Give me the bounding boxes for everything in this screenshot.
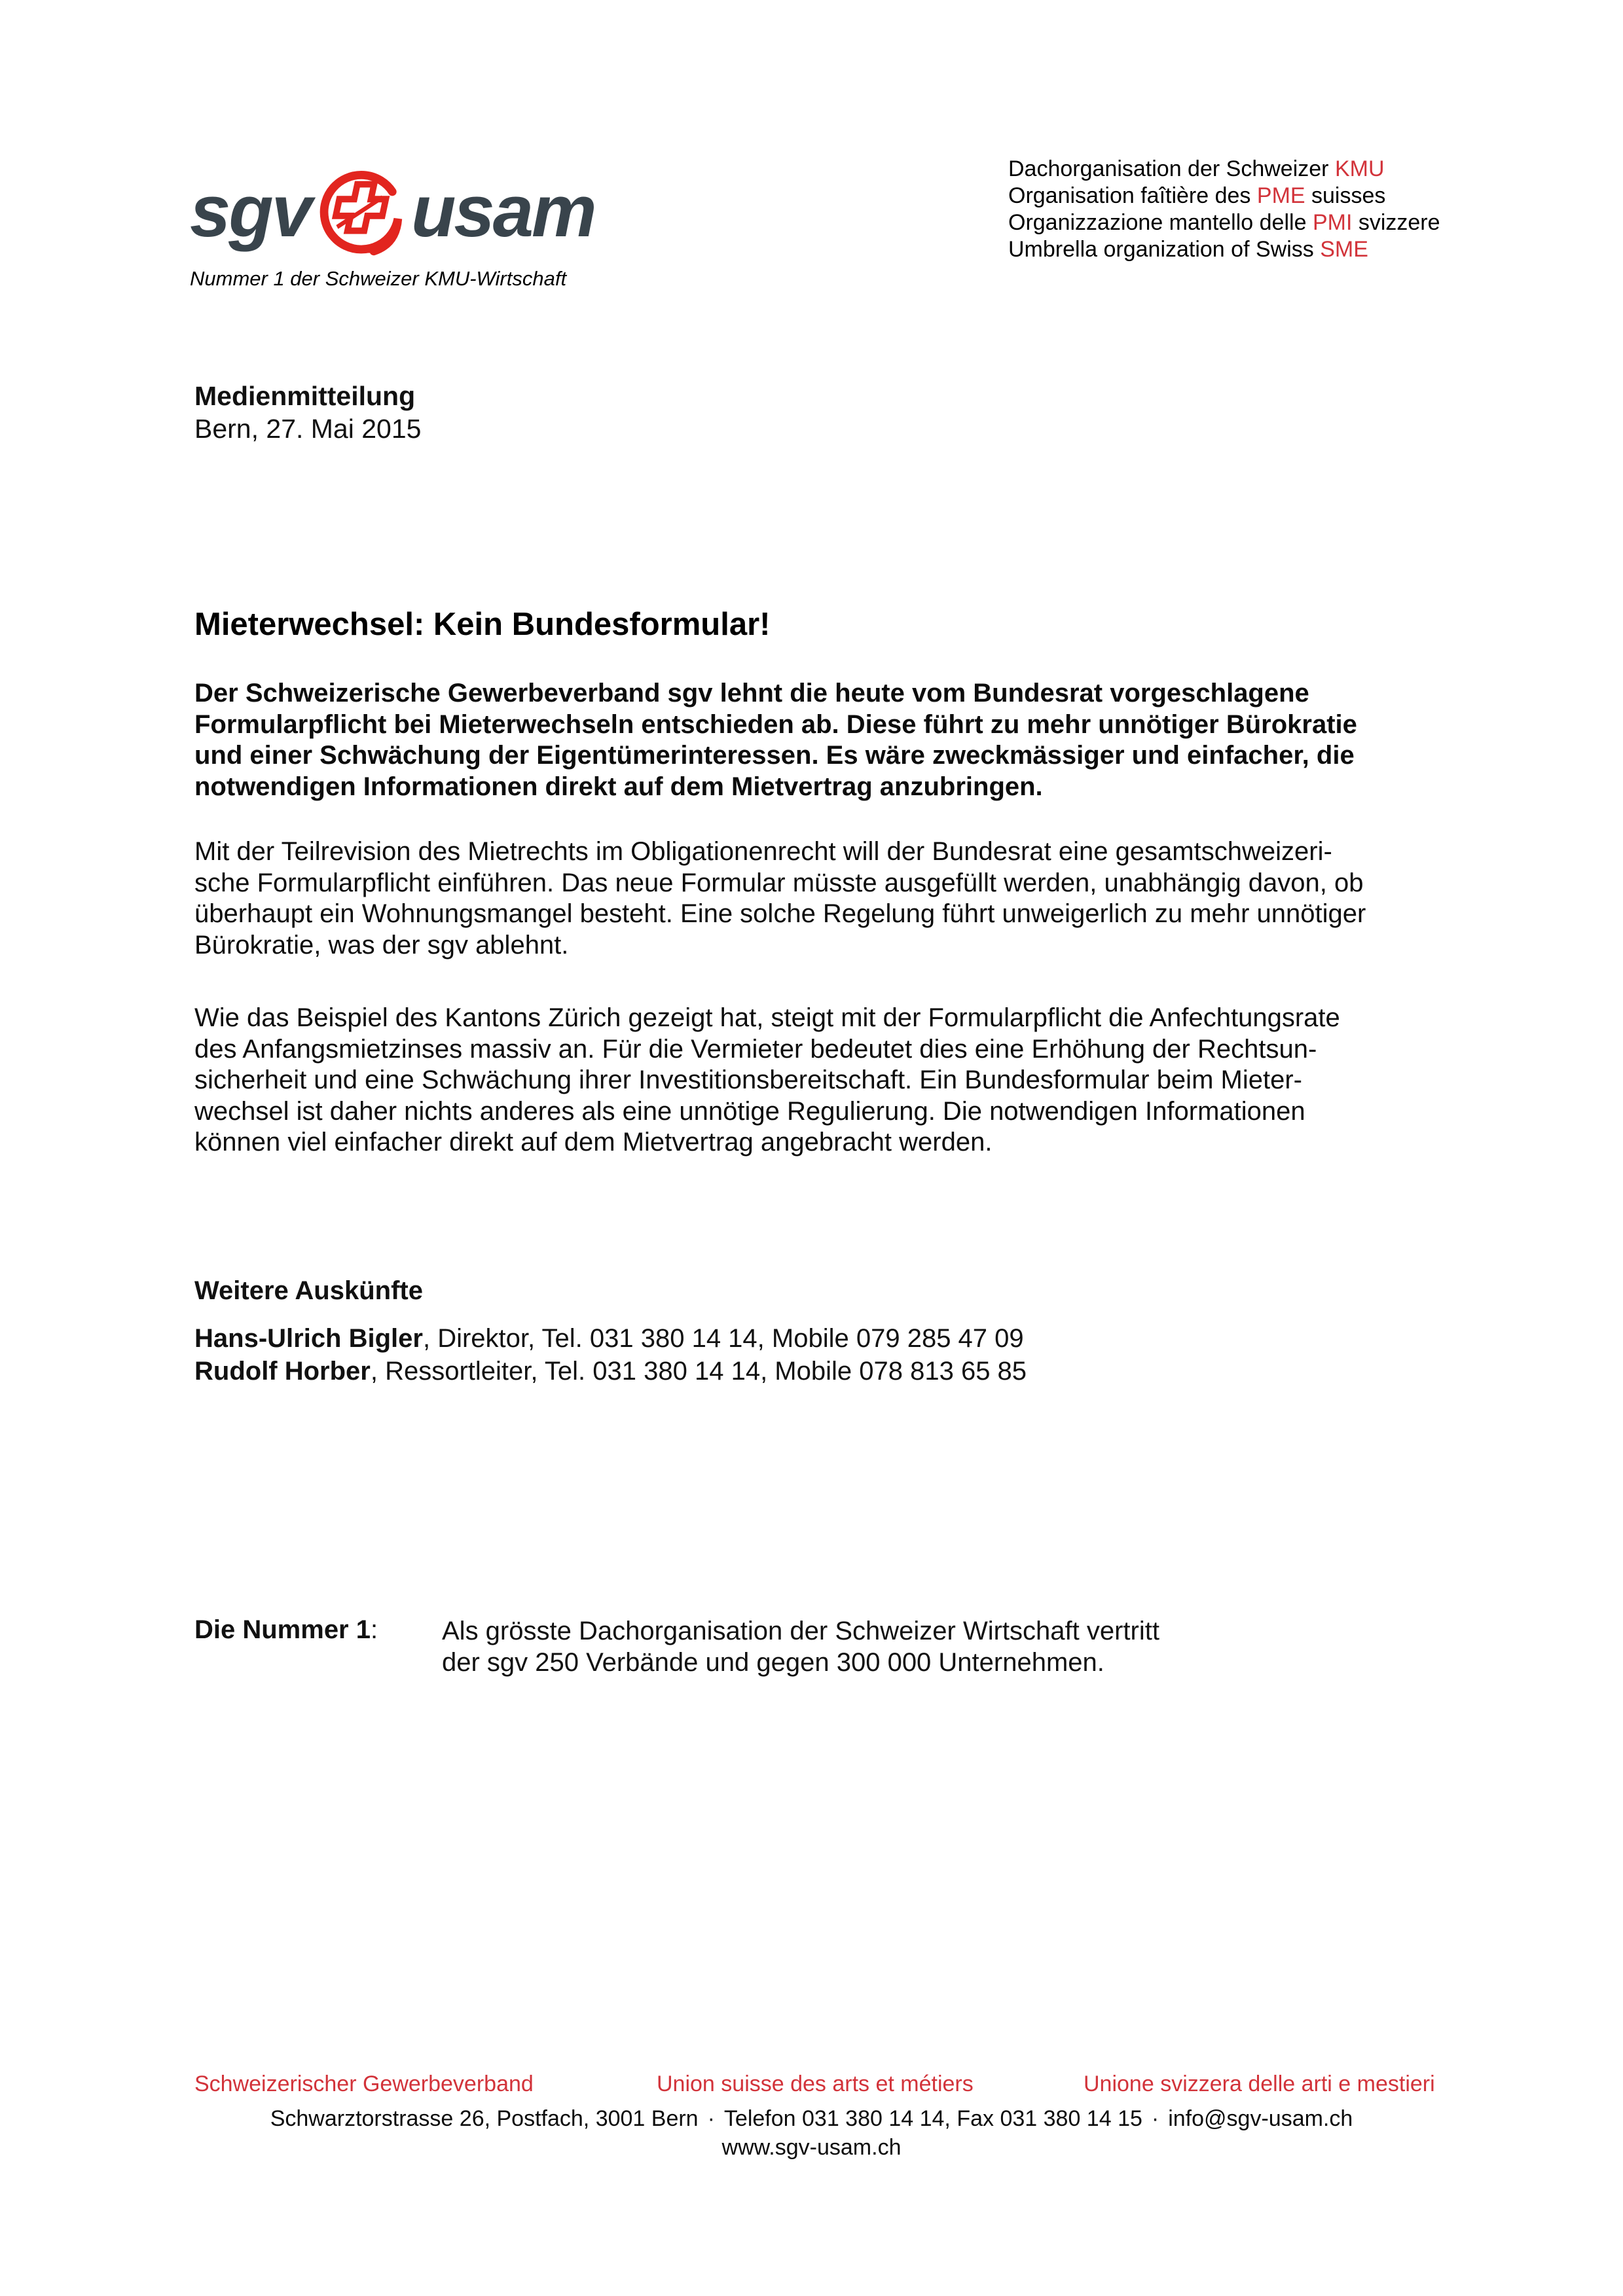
footer-separator-dot: · [707, 2106, 715, 2131]
numberone-label-bold: Die Nummer 1 [194, 1615, 371, 1644]
body-line: überhaupt ein Wohnungsmangel besteht. Eine solche Regelung führt unweigerlich zu mehr unnötiger [194, 899, 1366, 928]
body-line: des Anfangsmietzinses massiv an. Für die Vermieter bedeutet dies eine Erhöhung der Rechtsun- [194, 1034, 1317, 1064]
footer-org-fr: Union suisse des arts et métiers [657, 2072, 974, 2096]
document-type: Medienmitteilung [194, 381, 416, 411]
logo-text-usam: usam [411, 170, 595, 252]
body-line: Bürokratie, was der sgv ablehnt. [194, 930, 569, 960]
numberone-colon: : [370, 1615, 378, 1644]
footer-org-it: Unione svizzera delle arti e mestieri [1084, 2072, 1435, 2096]
body-line: Wie das Beispiel des Kantons Zürich gezeigt hat, steigt mit der Formularpflicht die Anfechtungsrate [194, 1003, 1340, 1032]
footer-separator-dot: · [1151, 2106, 1159, 2131]
body-line: sicherheit und eine Schwächung ihrer Investitionsbereitschaft. Ein Bundesformular beim Mieter- [194, 1066, 1302, 1094]
contact-name: Hans-Ulrich Bigler [194, 1324, 423, 1353]
body-line: wechsel ist daher nichts anderes als eine unnötige Regulierung. Die notwendigen Informationen [194, 1096, 1305, 1126]
org-line-fr-accent: PME [1256, 183, 1305, 208]
body-line: sche Formularpflicht einführen. Das neue Formular müsste ausgefüllt werden, unabhängig davon, ob [194, 868, 1364, 897]
org-line-en-accent: SME [1320, 237, 1368, 262]
numberone-line: der sgv 250 Verbände und gegen 300 000 Unternehmen. [442, 1648, 1104, 1677]
org-line-de-accent: KMU [1334, 156, 1385, 181]
lead-line: und einer Schwächung der Eigentümerinteressen. Es wäre zweckmässiger und einfacher, die [194, 741, 1355, 770]
lead-line: notwendigen Informationen direkt auf dem Mietvertrag anzubringen. [194, 772, 1043, 801]
footer-org-de: Schweizerischer Gewerbeverband [194, 2072, 534, 2096]
footer-website: www.sgv-usam.ch [721, 2135, 902, 2160]
org-line-en-text: Umbrella organization of Swiss [1008, 237, 1321, 262]
org-descriptions [1008, 156, 1440, 263]
body-line: Mit der Teilrevision des Mietrechts im Obligationenrecht will der Bundesrat eine gesamtschweizeri- [194, 837, 1332, 866]
footer-phone-fax: Telefon 031 380 14 14, Fax 031 380 14 15 [723, 2106, 1142, 2131]
org-line-de-text: Dachorganisation der Schweizer [1008, 156, 1335, 181]
numberone-line: Als grösste Dachorganisation der Schweizer Wirtschaft vertritt [442, 1617, 1159, 1645]
dateline: Bern, 27. Mai 2015 [194, 414, 422, 444]
org-line-fr-suffix: suisses [1305, 183, 1386, 208]
body-paragraph-2 [194, 836, 1366, 961]
footer-email: info@sgv-usam.ch [1168, 2106, 1353, 2131]
page-title: Mieterwechsel: Kein Bundesformular! [194, 607, 771, 642]
contact-name: Rudolf Horber [194, 1357, 371, 1386]
org-line-it-accent: PMI [1312, 210, 1353, 235]
org-line-fr-text: Organisation faîtière des [1008, 183, 1257, 208]
contact-line [194, 1322, 1027, 1355]
contact-heading: Weitere Auskünfte [194, 1276, 423, 1305]
org-line-it-text: Organizzazione mantello delle [1008, 210, 1313, 235]
org-line-en [1008, 236, 1440, 263]
contact-block [194, 1322, 1027, 1388]
logo-text-sgv: sgv [190, 170, 310, 252]
org-line-de [1008, 156, 1440, 183]
meta-block [194, 380, 421, 445]
lead-paragraph [194, 678, 1357, 802]
footer-org-names [0, 2072, 1623, 2100]
swiss-cross-at-logo-icon [314, 168, 407, 260]
body-paragraph-3 [194, 1003, 1340, 1158]
letterhead-logo [190, 165, 595, 291]
org-line-it [1008, 209, 1440, 236]
lead-line: Formularpflicht bei Mieterwechseln entschieden ab. Diese führt zu mehr unnötiger Bürokratie [194, 709, 1357, 739]
numberone-label [194, 1615, 378, 1645]
logo-tagline: Nummer 1 der Schweizer KMU-Wirtschaft [190, 267, 567, 290]
body-line: können viel einfacher direkt auf dem Mietvertrag angebracht werden. [194, 1128, 993, 1157]
footer-address-line [0, 2106, 1623, 2132]
contact-details: , Ressortleiter, Tel. 031 380 14 14, Mobile 078 813 65 85 [370, 1357, 1027, 1386]
numberone-text [442, 1615, 1159, 1678]
lead-line: Der Schweizerische Gewerbeverband sgv lehnt die heute vom Bundesrat vorgeschlagene [194, 679, 1309, 708]
org-line-it-suffix: svizzere [1352, 210, 1440, 235]
contact-details: , Direktor, Tel. 031 380 14 14, Mobile 079 285 47 09 [422, 1324, 1024, 1353]
contact-line [194, 1355, 1027, 1388]
footer-street-address: Schwarztorstrasse 26, Postfach, 3001 Bern [270, 2106, 699, 2131]
org-line-fr [1008, 183, 1440, 209]
